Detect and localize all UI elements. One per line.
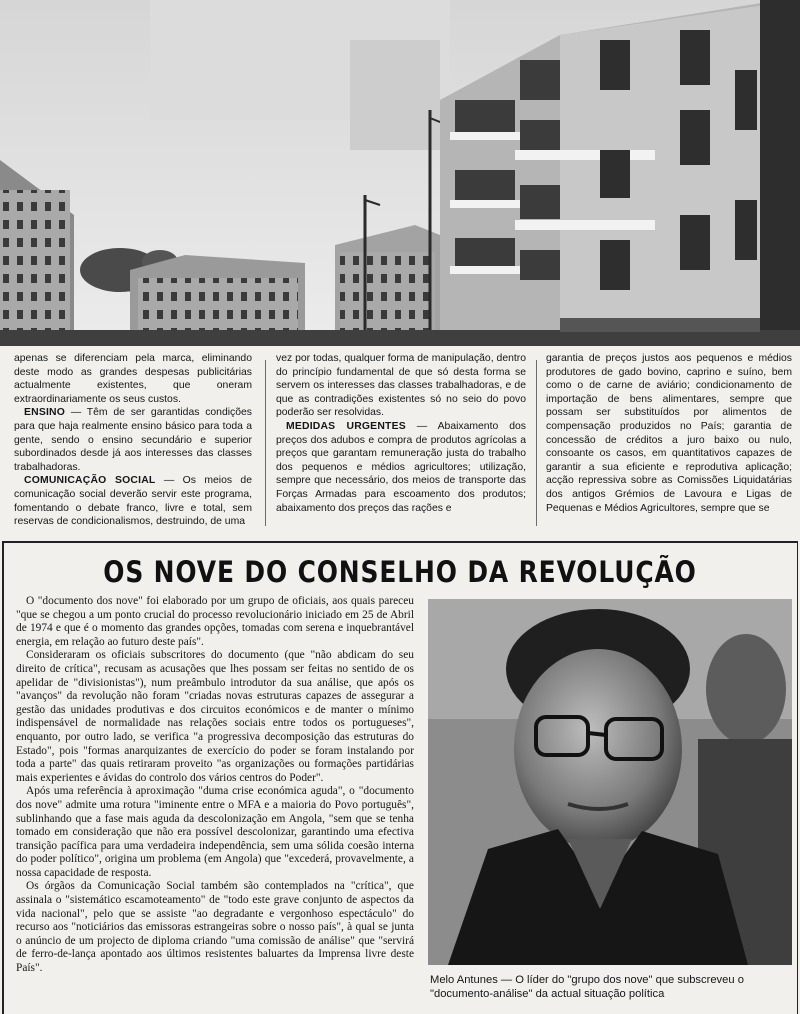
- article-paragraph: Após uma referência à aproximação "duma crise económica aguda", o "documento dos nove" admite uma rotura "iminente entre o MFA e a maioria do Povo português", sublinhando que a fase mais aguda da descolonização em Angola, "sem que se tenha tomado em consideração que não era possível descolonizar, garantindo uma efectiva transição pacífica para uma verdadeira independência, sem uma sólida coesão interna do poder político", origina um problema (em Angola) que "excederá, provavelmente, a nossa capacidade de resposta.: [16, 785, 414, 879]
- portrait-photo: [428, 599, 792, 965]
- paragraph: [14, 352, 252, 406]
- text-column-3: [546, 352, 792, 530]
- paragraph-text: garantia de preços justos aos pequenos e médios produtores de gado bovino, caprino e suíno, bem como o de carne de aviário; condicionamento de importação de bens alimentares, sempre que possam ser substituídos por alimentos de compensação produzidos no País; garantia de concessão de créditos a juro baixo ou nulo, consoante os casos, em quantitativos capazes de garantir a sua eficiente e reprodutiva aplicação; acção repressiva sobre as Comissões Liquidatárias dos antigos Grémios de Lavoura e Ligas de Pequenas e Médios Agricultores, sempre que se: [546, 353, 792, 514]
- paragraph-text: apenas se diferenciam pela marca, eliminando deste modo as grandes despesas publicitárias actualmente existentes, que oneram extraordinariamente os seus custos.: [14, 353, 252, 405]
- article-box: [2, 541, 798, 1014]
- apartment-buildings-icon: [0, 0, 800, 346]
- section-label: COMUNICAÇÃO SOCIAL: [24, 475, 156, 487]
- upper-columns: [4, 352, 796, 530]
- paragraph-text: — Os meios de comunicação social deverão servir este programa, fomentando o debate franco, livre e total, sem reservas de condicionalismos, destruindo, de uma: [14, 475, 252, 528]
- paragraph: [14, 406, 252, 474]
- paragraph: [546, 352, 792, 515]
- portrait-photo-icon: [428, 599, 792, 965]
- paragraph: [276, 352, 526, 420]
- article-body: [16, 595, 414, 1011]
- article-paragraph: Consideraram os oficiais subscritores do documento (que "não abdicam do seu direito de crítica", recusam as acusações que lhes possam ser feitas no sentido de os apelidar de "divisionistas"), num preâmbulo introdutor da sua análise, que após os "avanços" da revolução não foram "criadas novas estruturas capazes de assegurar a gestão das unidades produtivas e dos circuitos económicos e de manter o mínimo indispensável de normalidade nas relações sociais entre todos os portugueses", enquanto, por outro lado, se verifica "a progressiva decomposição das estruturas do Estado", pois "formas anarquizantes de exercício do poder se foram instalando por toda a parte" das quais retiraram proveito "as organizações ou formações partidárias mais experientes e ávidas do controlo dos vários centros do Poder".: [16, 649, 414, 784]
- paragraph-text: vez por todas, qualquer forma de manipulação, dentro do princípio fundamental de que só desta forma se servem os interesses das classes trabalhadoras, e de que as contradições existentes só no seio do povo poderão ser resolvidas.: [276, 353, 526, 419]
- article-paragraph: Os órgãos da Comunicação Social também são contemplados na "crítica", que assinala o "sistemático escamoteamento" de "todo este grave conjunto de aspectos da vida nacional", pelo que se assiste "ao degradante e vergonhoso espectáculo" do recurso aos "noticiários das emissoras estrangeiras sobre o nosso país", à qual se junta o anúncio de um projecto de diploma criando "uma comissão de análise" que "servirá de ferro-de-lança apontado aos últimos resistentes baluartes da Imprensa livre deste País".: [16, 880, 414, 975]
- article-headline: OS NOVE DO CONSELHO DA REVOLUÇÃO: [103, 555, 697, 589]
- paragraph-text: — Têm de ser garantidas condições para que haja realmente ensino básico para toda a gente, sendo o ensino secundário e superior subordinados desde já aos interesses das classes trabalhadoras.: [14, 407, 252, 473]
- text-column-1: [14, 352, 252, 530]
- photo-caption: Melo Antunes — O líder do "grupo dos nove" que subscreveu o "documento-análise" da actual situação política: [430, 974, 744, 1000]
- paragraph-text: — Abaixamento dos preços dos adubos e compra de produtos agrícolas a preços que garantam remuneração justa do trabalho dos pequenos e médios agricultores; utilização, sempre que necessário, dos meios de transporte das Forças Armadas para escoamento dos produtos; abaixamento dos preços das rações e: [276, 420, 526, 514]
- section-label: MEDIDAS URGENTES: [286, 420, 406, 432]
- text-column-2: [276, 352, 526, 530]
- paragraph: [14, 474, 252, 528]
- section-label: ENSINO: [24, 407, 66, 419]
- paragraph: [276, 420, 526, 515]
- apartment-buildings-photo: [0, 0, 800, 346]
- article-paragraph: O "documento dos nove" foi elaborado por um grupo de oficiais, aos quais pareceu "que se chegou a um ponto crucial do processo revolucionário iniciado em 25 de Abril de 1974 e que é o momento das grandes opções, tomadas com serena e inquebrantável energia, em relação ao futuro deste país".: [16, 595, 414, 648]
